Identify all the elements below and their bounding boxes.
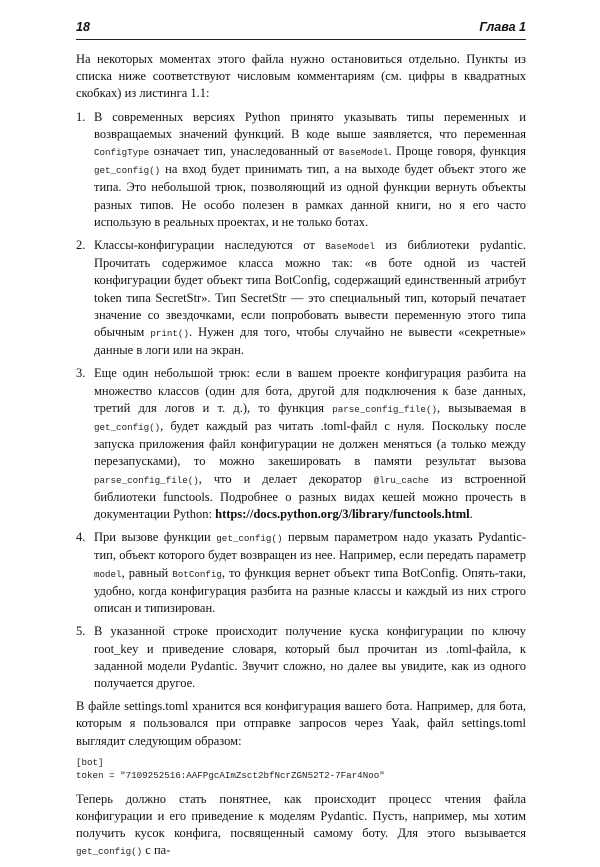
- page-body: [76, 51, 526, 867]
- list-number: 2.: [76, 238, 86, 253]
- list-item: [76, 237, 526, 359]
- inline-code: BaseModel: [338, 147, 389, 159]
- list-number: 5.: [76, 624, 86, 639]
- list-number: 3.: [76, 366, 86, 381]
- running-header: [76, 17, 526, 40]
- code-line: [bot]: [76, 756, 104, 768]
- list-text: означает тип, унаследованный от: [149, 144, 339, 159]
- list-text: , вызываемая в: [436, 400, 526, 415]
- page-number: 18: [76, 20, 90, 34]
- inline-code: model: [94, 568, 122, 580]
- list-text: , то функция вернет объект типа BotConfig. Опять-таки, удобно, когда конфигурация разбита на разные классы и каждый из них строго описан и типизирован.: [94, 565, 526, 616]
- inline-code: BaseModel: [325, 241, 375, 253]
- list-text: В указанной строке происходит получение куска конфигурации по ключу root_key и приведение словаря, который был прочитан из .toml-файла, к заданной модели Pydantic. Звучит сложно, но далее вы увидите, как из одного получается другое.: [94, 624, 526, 690]
- list-text: При вызове функции: [94, 530, 217, 545]
- final-paragraph: [76, 791, 526, 861]
- list-text: В современных версиях Python принято указывать типы переменных и возвращаемых значений функций. В коде выше заявляется, что переменная: [94, 109, 526, 141]
- list-number: 4.: [76, 530, 86, 545]
- settings-paragraph: В файле settings.toml хранится вся конфигурация вашего бота. Например, для бота, которым я пользовался при отправке запросов через Yaak, файл settings.toml выглядит следующим образом:: [76, 699, 526, 748]
- paragraph-text: Теперь должно стать понятнее, как происходит процесс чтения файла конфигурации и его приведение к моделям Pydantic. Пусть, например, мы хотим получить кусок конфига, посвященный самому боту. Для этого вызывается: [76, 791, 526, 841]
- list-item: [76, 109, 526, 231]
- intro-paragraph: На некоторых моментах этого файла нужно остановиться отдельно. Пункты из списка ниже соответствуют числовым комментариям (см. цифры в квадратных скобках) из листинга 1.1:: [76, 52, 526, 101]
- inline-code: @lru_cache: [373, 474, 429, 486]
- inline-code: parse_config_file(): [94, 474, 199, 486]
- list-item: [76, 365, 526, 523]
- list-text: . Проще говоря, функция: [388, 144, 526, 159]
- paragraph-text: с па-: [142, 843, 171, 858]
- list-text: . Нужен для того, чтобы случайно не вывести «секретные» данные в логи или на экран.: [94, 325, 526, 358]
- list-number: 1.: [76, 109, 86, 124]
- list-item: [76, 623, 526, 692]
- code-line: token = "7109252516:AAFPgcAImZsct2bfNcrZGN52T2-7Far4Noo": [76, 769, 385, 781]
- list-text: из библиотеки pydantic. Прочитать содержимое класса можно так: «в боте одной из частей конфигурации будет объект типа BotConfig, содержащий единственный атрибут token типа SecretStr». Тип SecretStr — это специальный тип, который печатает значение со звездочками, если попробовать вывести переменную этого типа обычным: [94, 238, 526, 340]
- chapter-title: Глава 1: [479, 20, 526, 34]
- list-text: на вход будет принимать тип, а на выходе будет объект этого же типа. Это небольшой трюк, позволяющий из одной функции вернуть объекты разных типов. Не особо полезен в рамках данной книги, но я его часто использую в реальных проектах, и не только ботах.: [94, 162, 526, 229]
- docs-link[interactable]: https://docs.python.org/3/library/functools.html: [215, 507, 470, 522]
- inline-code: BotConfig: [172, 568, 222, 580]
- inline-code: get_config(): [76, 846, 143, 858]
- inline-code: get_config(): [216, 533, 283, 545]
- list-text: Классы-конфигурации наследуются от: [94, 238, 326, 253]
- code-block: [76, 756, 526, 782]
- inline-code: get_config(): [94, 422, 161, 434]
- inline-code: print(): [150, 328, 189, 340]
- list-text: Еще один небольшой трюк: если в вашем проекте конфигурация разбита на множество классов (один для бота, другой для подключения к базе данных, третий для логов и т. д.), то функция: [94, 366, 526, 415]
- list-text: , будет каждый раз читать .toml-файл с нуля. Поскольку после запуска приложения файл конфигурации не должен меняться (а только между перезапусками), то можно закешировать в памяти результат вызова: [94, 419, 526, 469]
- inline-code: ConfigType: [94, 147, 150, 159]
- numbered-list: [76, 109, 526, 693]
- list-item: [76, 529, 526, 617]
- list-text: , равный: [121, 565, 173, 580]
- list-text: , что и делает декоратор: [198, 471, 374, 486]
- inline-code: parse_config_file(): [332, 403, 437, 415]
- list-text: .: [469, 507, 473, 522]
- inline-code: get_config(): [94, 165, 161, 177]
- list-text: первым параметром надо указать Pydantic-тип, объект которого будет возвращен из нее. Например, если передать параметр: [94, 530, 526, 563]
- list-text: из встроенной библиотеки functools. Подробнее о разных видах кешей можно прочесть в документации Python:: [94, 471, 526, 522]
